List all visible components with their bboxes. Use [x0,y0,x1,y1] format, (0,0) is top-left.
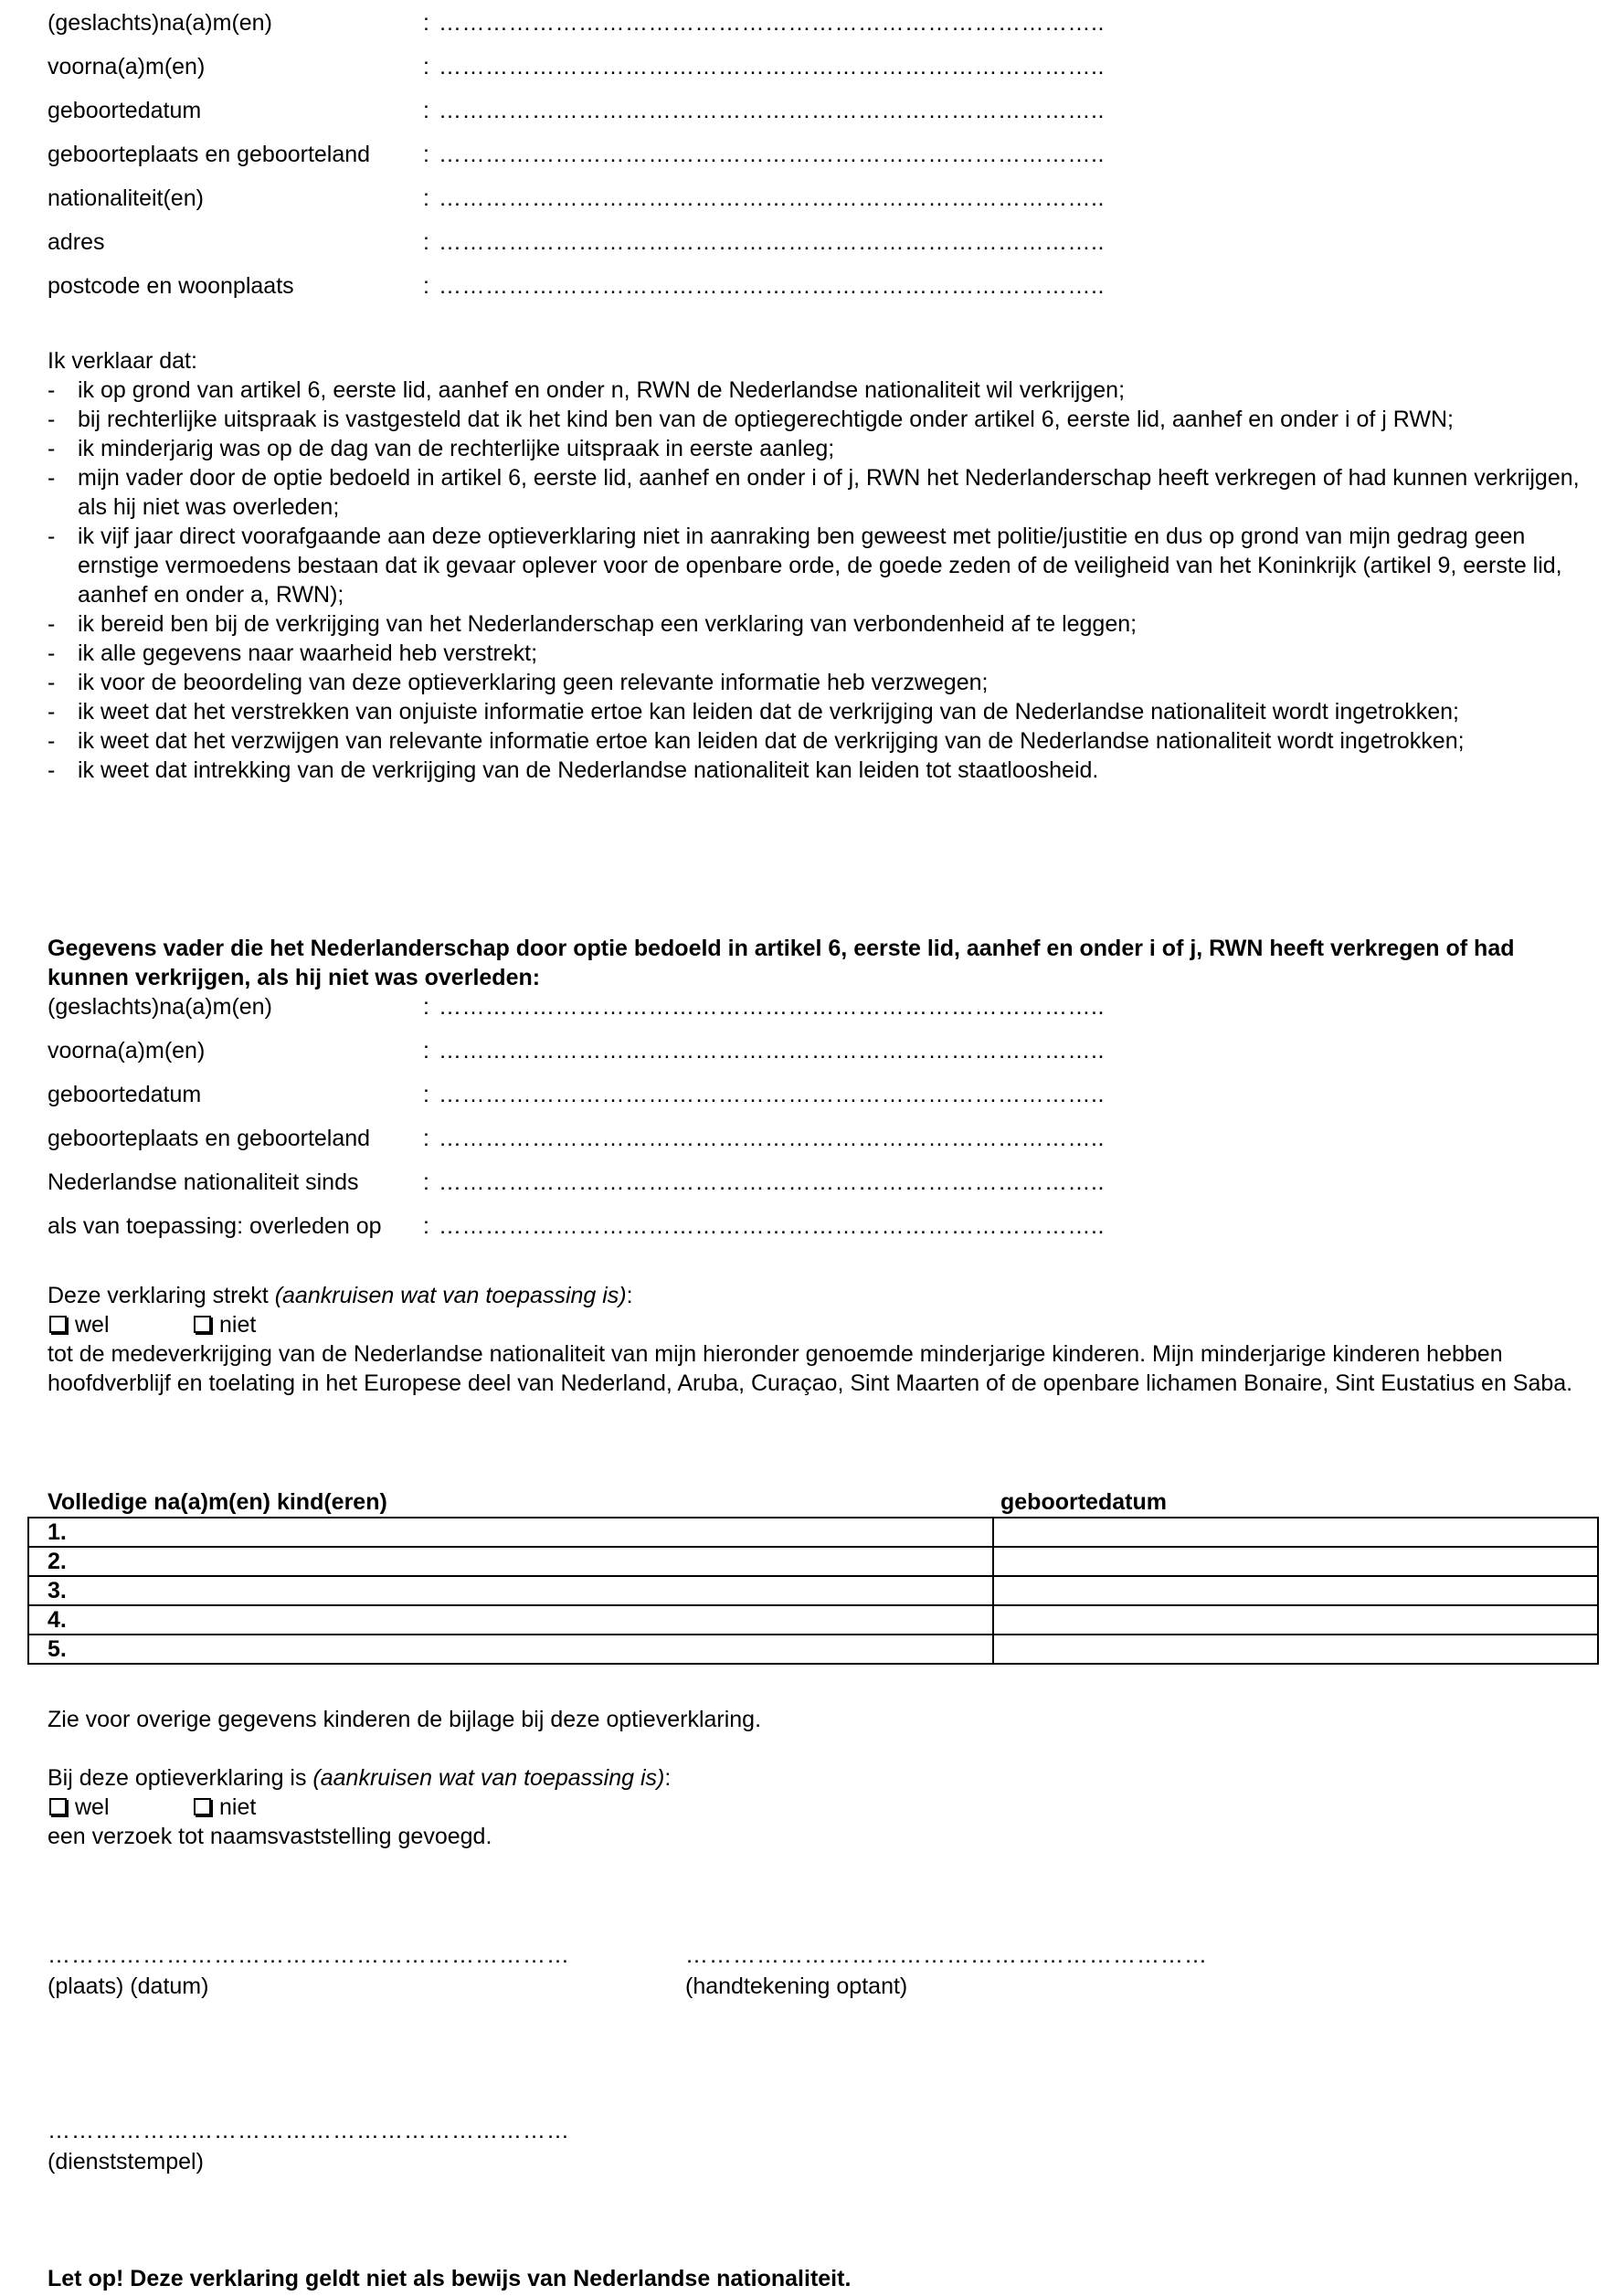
declaration-item: - ik weet dat intrekking van de verkrijging van de Nederlandse nationaliteit kan leiden tot staatloosheid. [48,757,1099,783]
name-request-prompt: Bij deze optieverklaring is (aankruisen wat van toepassing is): [48,1765,672,1791]
field-input-line[interactable]: ………………………………………………………………………….. [439,10,1105,36]
table-row [28,1635,1598,1664]
field-label: geboortedatum [48,1082,202,1107]
list-dash: - [48,611,56,637]
field-input-line[interactable]: ………………………………………………………………………….. [439,1126,1105,1151]
field-label: (geslachts)na(a)m(en) [48,10,272,36]
list-dash: - [48,524,56,549]
name-request-text: een verzoek tot naamsvaststelling gevoegd. [48,1824,492,1849]
declaration-item: - ik weet dat het verzwijgen van relevante informatie ertoe kan leiden dat de verkrijging van de Nederlandse nationaliteit wordt ingetrokken; [48,728,1465,754]
field-colon: : [423,142,429,167]
field-colon: : [423,10,429,36]
children-name-header: Volledige na(a)m(en) kind(eren) [48,1489,387,1515]
table-row [28,1605,1598,1635]
child-name-cell[interactable]: 3. [28,1576,993,1605]
declaration-list [48,376,1582,785]
declaration-item: - ik op grond van artikel 6, eerste lid, aanhef en onder n, RWN de Nederlandse nationaliteit wil verkrijgen; [48,377,1126,403]
child-name-cell[interactable]: 4. [28,1605,993,1635]
table-row [28,1576,1598,1605]
field-label: geboortedatum [48,98,202,123]
table-row [28,1547,1598,1576]
place-date-line[interactable]: ………………………………………………………… [48,1942,570,1968]
field-label: voorna(a)m(en) [48,54,206,79]
table-row [28,1518,1598,1547]
field-input-line[interactable]: ………………………………………………………………………….. [439,185,1105,211]
declaration-item: - ik voor de beoordeling van deze optieverklaring geen relevante informatie heb verzwegen; [48,670,989,695]
list-dash: - [48,699,56,725]
child-date-cell[interactable] [993,1605,1598,1635]
field-label: adres [48,229,105,255]
checkbox-icon[interactable] [194,1798,211,1815]
name-request-option-niet[interactable]: niet [194,1793,256,1822]
field-colon: : [423,273,429,299]
list-dash: - [48,377,56,403]
list-dash: - [48,465,56,491]
field-input-line[interactable]: ………………………………………………………………………….. [439,994,1105,1020]
field-colon: : [423,994,429,1020]
list-dash: - [48,640,56,666]
declaration-intro: Ik verklaar dat: [48,348,197,374]
list-dash: - [48,757,56,783]
field-input-line[interactable]: ………………………………………………………………………….. [439,142,1105,167]
child-name-cell[interactable]: 5. [28,1635,993,1664]
list-dash: - [48,436,56,461]
declaration-item: - ik weet dat het verstrekken van onjuiste informatie ertoe kan leiden dat de verkrijging van de Nederlandse nationaliteit wordt ingetrokken; [48,699,1459,725]
co-acquisition-option-wel[interactable]: wel [49,1310,110,1339]
list-dash: - [48,670,56,695]
child-date-cell[interactable] [993,1547,1598,1576]
child-date-cell[interactable] [993,1635,1598,1664]
field-colon: : [423,54,429,79]
field-input-line[interactable]: ………………………………………………………………………….. [439,1038,1105,1063]
place-date-label: (plaats) (datum) [48,1973,209,1999]
declaration-item: - ik bereid ben bij de verkrijging van het Nederlanderschap een verklaring van verbondenheid af te leggen; [48,611,1138,637]
co-acquisition-prompt: Deze verklaring strekt (aankruisen wat van toepassing is): [48,1283,633,1308]
field-colon: : [423,185,429,211]
field-colon: : [423,98,429,123]
checkbox-icon[interactable] [194,1316,211,1333]
field-label: postcode en woonplaats [48,273,294,299]
field-label: geboorteplaats en geboorteland [48,142,371,167]
checkbox-icon[interactable] [49,1316,67,1333]
declaration-item: - ik alle gegevens naar waarheid heb verstrekt; [48,640,538,666]
list-dash: - [48,728,56,754]
father-section-heading: Gegevens vader die het Nederlanderschap door optie bedoeld in artikel 6, eerste lid, aanhef en onder i of j, RWN heeft verkregen of had kunnen verkrijgen, als hij niet was overleden: [48,936,1515,990]
declaration-item: - bij rechterlijke uitspraak is vastgesteld dat ik het kind ben van de optiegerechtigde onder artikel 6, eerste lid, aanhef en onder i of j RWN; [48,407,1454,432]
signature-label: (handtekening optant) [685,1973,908,1999]
field-label: als van toepassing: overleden op [48,1213,382,1239]
field-input-line[interactable]: ………………………………………………………………………….. [439,1169,1105,1195]
field-input-line[interactable]: ………………………………………………………………………….. [439,98,1105,123]
field-input-line[interactable]: ………………………………………………………………………….. [439,273,1105,299]
nationality-warning: Let op! Deze verklaring geldt niet als bewijs van Nederlandse nationaliteit. [48,2266,852,2291]
field-input-line[interactable]: ………………………………………………………………………….. [439,54,1105,79]
field-label: nationaliteit(en) [48,185,204,211]
field-input-line[interactable]: ………………………………………………………………………….. [439,229,1105,255]
appendix-note: Zie voor overige gegevens kinderen de bijlage bij deze optieverklaring. [48,1707,762,1732]
field-colon: : [423,1169,429,1195]
signature-line[interactable]: ………………………………………………………… [685,1942,1208,1968]
field-colon: : [423,1082,429,1107]
children-date-header: geboortedatum [1000,1489,1167,1515]
field-colon: : [423,1213,429,1239]
list-dash: - [48,407,56,432]
child-name-cell[interactable]: 2. [28,1547,993,1576]
name-request-option-wel[interactable]: wel [49,1793,110,1822]
stamp-label: (dienststempel) [48,2149,204,2174]
child-date-cell[interactable] [993,1576,1598,1605]
child-name-cell[interactable]: 1. [28,1518,993,1547]
field-colon: : [423,1038,429,1063]
field-label: voorna(a)m(en) [48,1038,206,1063]
declaration-item: - ik minderjarig was op de dag van de rechterlijke uitspraak in eerste aanleg; [48,436,835,461]
field-label: Nederlandse nationaliteit sinds [48,1169,359,1195]
stamp-line[interactable]: ………………………………………………………… [48,2118,570,2143]
declaration-item: - ik vijf jaar direct voorafgaande aan deze optieverklaring niet in aanraking ben geweest met politie/justitie en dus op grond van mijn gedrag geen ernstige vermoedens bestaan dat ik gevaar oplever voor de openbare orde, de goede zeden of de veiligheid van het Koninkrijk (artikel 9, eerste lid, aanhef en onder a, RWN); [48,524,1562,608]
checkbox-icon[interactable] [49,1798,67,1815]
children-table [27,1517,1599,1665]
field-input-line[interactable]: ………………………………………………………………………….. [439,1082,1105,1107]
declaration-item: - mijn vader door de optie bedoeld in artikel 6, eerste lid, aanhef en onder i of j, RWN het Nederlanderschap heeft verkregen of had kunnen verkrijgen, als hij niet was overleden; [48,465,1580,520]
field-colon: : [423,229,429,255]
co-acquisition-option-niet[interactable]: niet [194,1310,256,1339]
co-acquisition-text: tot de medeverkrijging van de Nederlandse nationaliteit van mijn hieronder genoemde minderjarige kinderen. Mijn minderjarige kinderen hebben hoofdverblijf en toelating in het Europese deel van Nederland, Aruba, Curaçao, Sint Maarten of de openbare lichamen Bonaire, Sint Eustatius en Saba. [48,1341,1573,1396]
field-label: geboorteplaats en geboorteland [48,1126,371,1151]
field-colon: : [423,1126,429,1151]
field-input-line[interactable]: ………………………………………………………………………….. [439,1213,1105,1239]
field-label: (geslachts)na(a)m(en) [48,994,272,1020]
child-date-cell[interactable] [993,1518,1598,1547]
